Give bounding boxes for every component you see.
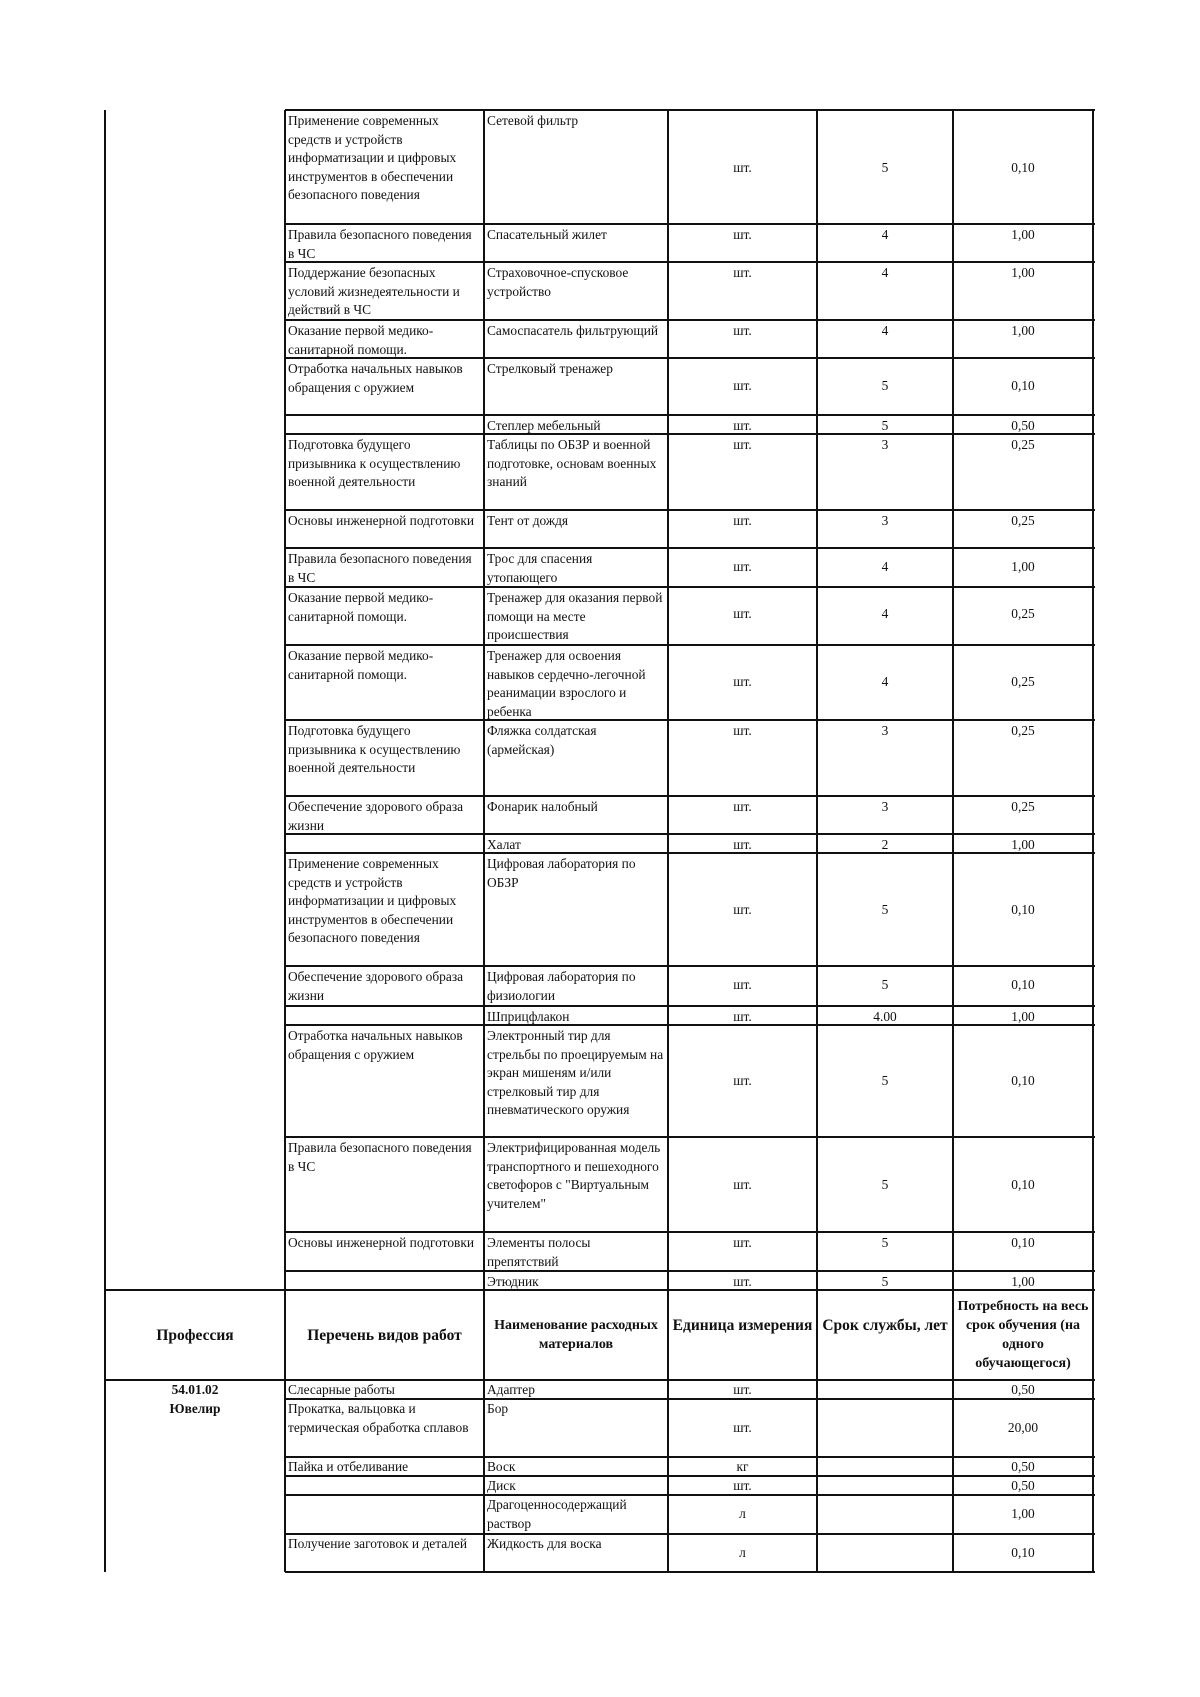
table-cell-life: 5 — [881, 977, 889, 992]
table-cell-life: 3 — [881, 799, 889, 814]
table-cell-work: Подготовка будущего призывника к осуществлению военной деятельности — [288, 723, 461, 775]
table-cell-need: 1,00 — [1011, 1009, 1035, 1024]
table-cell-need: 0,10 — [1011, 1177, 1035, 1192]
table-cell-material: Тренажер для оказания первой помощи на месте происшествия — [487, 590, 663, 642]
table-cell-material: Страховочное-спусковое устройство — [487, 265, 629, 299]
table-cell-life: 3 — [881, 437, 889, 452]
table-cell-need: 1,00 — [1011, 837, 1035, 852]
table-cell-work — [286, 1273, 483, 1290]
table-cell-need: 1,00 — [1011, 323, 1035, 338]
table-cell-need: 1,00 — [1011, 1274, 1035, 1289]
table-cell-material: Халат — [487, 837, 521, 852]
table-cell-work — [286, 417, 483, 434]
table-cell-work — [286, 1496, 483, 1534]
grid-line-vertical — [667, 110, 669, 1290]
table-cell-material: Стрелковый тренажер — [487, 361, 613, 376]
table-cell-life: 4 — [881, 606, 889, 621]
grid-line-vertical — [1092, 1290, 1094, 1380]
header-materials: Наименование расходных материалов — [494, 1318, 658, 1352]
grid-line-vertical — [104, 110, 106, 1290]
table-cell-material: Электрифицированная модель транспортного и пешеходного светофоров с "Виртуальным учителем" — [487, 1140, 661, 1211]
table-cell-unit: л — [739, 1545, 746, 1560]
table-cell-unit: шт. — [733, 160, 752, 175]
table-cell-life: 5 — [881, 1073, 889, 1088]
table-cell-unit: шт. — [733, 1420, 752, 1435]
table-cell-work: Правила безопасного поведения в ЧС — [288, 1140, 472, 1174]
table-cell-life: 4 — [881, 323, 889, 338]
table-cell-material: Этюдник — [487, 1274, 539, 1289]
table-cell-need: 0,10 — [1011, 160, 1035, 175]
table-cell-material: Бор — [487, 1401, 509, 1416]
header-unit: Единица измерения — [672, 1317, 813, 1334]
table-cell-unit: шт. — [733, 513, 752, 528]
table-cell-unit: шт. — [733, 723, 752, 738]
table-cell-need: 0,10 — [1011, 378, 1035, 393]
table-cell-need: 0,50 — [1011, 1478, 1035, 1493]
header-profession: Профессия — [156, 1326, 234, 1344]
table-cell-unit: шт. — [733, 265, 752, 280]
table-cell-work: Оказание первой медико-санитарной помощи. — [288, 323, 434, 357]
table-cell-work: Правила безопасного поведения в ЧС — [288, 551, 472, 585]
table-cell-work: Поддержание безопасных условий жизнедеятельности и действий в ЧС — [288, 265, 460, 317]
table-cell-life: 5 — [881, 160, 889, 175]
table-cell-need: 0,25 — [1011, 513, 1035, 528]
table-cell-material: Элементы полосы препятствий — [487, 1235, 591, 1269]
table-cell-unit: кг — [736, 1459, 749, 1474]
grid-line-vertical — [667, 1290, 669, 1380]
grid-line-vertical — [816, 110, 818, 1290]
table-cell-unit: шт. — [733, 977, 752, 992]
table-cell-unit: шт. — [733, 1009, 752, 1024]
table-cell-life: 5 — [881, 902, 889, 917]
table-cell-need: 0,10 — [1011, 1545, 1035, 1560]
table-cell-life: 5 — [881, 1274, 889, 1289]
table-cell-work: Обеспечение здорового образа жизни — [288, 969, 464, 1003]
table-cell-material: Электронный тир для стрельбы по проецируемым на экран мишеням и/или стрелковый тир для пневматического оружия — [487, 1028, 664, 1117]
table-cell-unit: шт. — [733, 1177, 752, 1192]
table-cell-life: 4 — [881, 674, 889, 689]
table-cell-work: Слесарные работы — [288, 1382, 395, 1397]
table-cell-work: Получение заготовок и деталей — [288, 1536, 468, 1551]
table-cell-life: 4 — [881, 559, 889, 574]
table-cell-need: 1,00 — [1011, 227, 1035, 242]
table-cell-work: Отработка начальных навыков обращения с оружием — [288, 361, 463, 395]
table-cell-work: Пайка и отбеливание — [288, 1459, 409, 1474]
table-cell-unit: шт. — [733, 799, 752, 814]
table-cell-need: 20,00 — [1007, 1420, 1039, 1435]
table-cell-work: Обеспечение здорового образа жизни — [288, 799, 464, 833]
table-cell-work: Основы инженерной подготовки — [288, 513, 475, 528]
table-cell-material: Шприцфлакон — [487, 1009, 570, 1024]
table-cell-material: Адаптер — [487, 1382, 535, 1397]
table-cell-material: Фонарик налобный — [487, 799, 598, 814]
table-cell-material: Диск — [487, 1478, 516, 1493]
table-cell-need: 0,10 — [1011, 902, 1035, 917]
table-cell-need: 1,00 — [1011, 559, 1035, 574]
table-cell-work: Подготовка будущего призывника к осуществлению военной деятельности — [288, 437, 461, 489]
table-cell-material: Таблицы по ОБЗР и военной подготовке, основам военных знаний — [487, 437, 657, 489]
table-cell-life: 4 — [881, 227, 889, 242]
table-cell-work: Прокатка, вальцовка и термическая обработка сплавов — [288, 1401, 469, 1435]
table-cell-work — [286, 1477, 483, 1495]
table-cell-need: 0,50 — [1011, 1382, 1035, 1397]
table-cell-work — [286, 1008, 483, 1025]
table-cell-material: Жидкость для воска — [487, 1536, 602, 1551]
table-cell-life: 2 — [881, 837, 889, 852]
table-cell-need: 1,00 — [1011, 265, 1035, 280]
table-cell-need: 0,25 — [1011, 723, 1035, 738]
table-cell-material: Сетевой фильтр — [487, 113, 579, 128]
table-cell-life: 3 — [881, 513, 889, 528]
table-cell-material: Тент от дождя — [487, 513, 569, 528]
table-cell-life: 5 — [881, 378, 889, 393]
table-cell-unit: шт. — [733, 323, 752, 338]
table-cell-material: Тренажер для освоения навыков сердечно-легочной реанимации взрослого и ребенка — [487, 648, 646, 719]
table-cell-material: Воск — [487, 1459, 516, 1474]
table-cell-unit: л — [739, 1506, 746, 1521]
table-cell-material: Цифровая лаборатория по физиологии — [487, 969, 636, 1003]
table-cell-work — [286, 836, 483, 853]
table-cell-need: 0,25 — [1011, 606, 1035, 621]
table-cell-need: 0,50 — [1011, 418, 1035, 433]
table-cell-unit: шт. — [733, 1235, 752, 1250]
table-cell-material: Спасательный жилет — [487, 227, 607, 242]
grid-line-vertical — [952, 110, 954, 1290]
table-cell-unit: шт. — [733, 674, 752, 689]
table-cell-need: 1,00 — [1011, 1506, 1035, 1521]
table-cell-life: 4.00 — [873, 1009, 897, 1024]
table-cell-need: 0,10 — [1011, 1235, 1035, 1250]
table-cell-material: Степлер мебельный — [487, 418, 601, 433]
table-cell-work: Отработка начальных навыков обращения с оружием — [288, 1028, 463, 1062]
table-cell-unit: шт. — [733, 902, 752, 917]
table-cell-unit: шт. — [733, 559, 752, 574]
profession-name: Ювелир — [169, 1401, 221, 1416]
table-cell-unit: шт. — [733, 378, 752, 393]
table-cell-need: 0,10 — [1011, 1073, 1035, 1088]
header-works: Перечень видов работ — [307, 1326, 462, 1344]
table-cell-unit: шт. — [733, 418, 752, 433]
table-cell-life: 4 — [881, 265, 889, 280]
table-cell-unit: шт. — [733, 837, 752, 852]
header-need: Потребность на весь срок обучения (на одного обучающегося) — [957, 1299, 1089, 1371]
table-cell-need: 0,25 — [1011, 437, 1035, 452]
table-cell-work: Правила безопасного поведения в ЧС — [288, 227, 472, 261]
table-cell-life: 5 — [881, 418, 889, 433]
table-cell-need: 0,10 — [1011, 977, 1035, 992]
table-cell-unit: шт. — [733, 1382, 752, 1397]
grid-line-vertical — [1092, 110, 1094, 1290]
table-cell-unit: шт. — [733, 437, 752, 452]
table-cell-need: 0,50 — [1011, 1459, 1035, 1474]
table-cell-life: 5 — [881, 1177, 889, 1192]
table-cell-need: 0,25 — [1011, 799, 1035, 814]
table-cell-unit: шт. — [733, 1478, 752, 1493]
table-cell-life: 5 — [881, 1235, 889, 1250]
grid-line-vertical — [816, 1290, 818, 1380]
table-cell-unit: шт. — [733, 606, 752, 621]
table-cell-work: Оказание первой медико-санитарной помощи. — [288, 648, 434, 682]
table-cell-work: Применение современных средств и устройств информатизации и цифровых инструментов в обеспечении безопасного поведения — [288, 113, 457, 202]
table-cell-material: Самоспасатель фильтрующий — [487, 323, 659, 338]
table-cell-need: 0,25 — [1011, 674, 1035, 689]
table-cell-work: Применение современных средств и устройств информатизации и цифровых инструментов в обеспечении безопасного поведения — [288, 856, 457, 945]
profession-code: 54.01.02 — [171, 1382, 219, 1397]
table-cell-life: 3 — [881, 723, 889, 738]
table-cell-material: Трос для спасения утопающего — [487, 551, 593, 585]
table-cell-unit: шт. — [733, 1274, 752, 1289]
header-life: Срок службы, лет — [822, 1317, 948, 1334]
table-cell-unit: шт. — [733, 1073, 752, 1088]
table-cell-work: Основы инженерной подготовки — [288, 1235, 475, 1250]
grid-line-horizontal — [285, 109, 1095, 111]
table-cell-unit: шт. — [733, 227, 752, 242]
table-cell-material: Фляжка солдатская (армейская) — [487, 723, 597, 757]
table-cell-work: Оказание первой медико-санитарной помощи. — [288, 590, 434, 624]
table-cell-material: Цифровая лаборатория по ОБЗР — [487, 856, 636, 890]
table-cell-material: Драгоценносодержащий раствор — [487, 1497, 627, 1531]
